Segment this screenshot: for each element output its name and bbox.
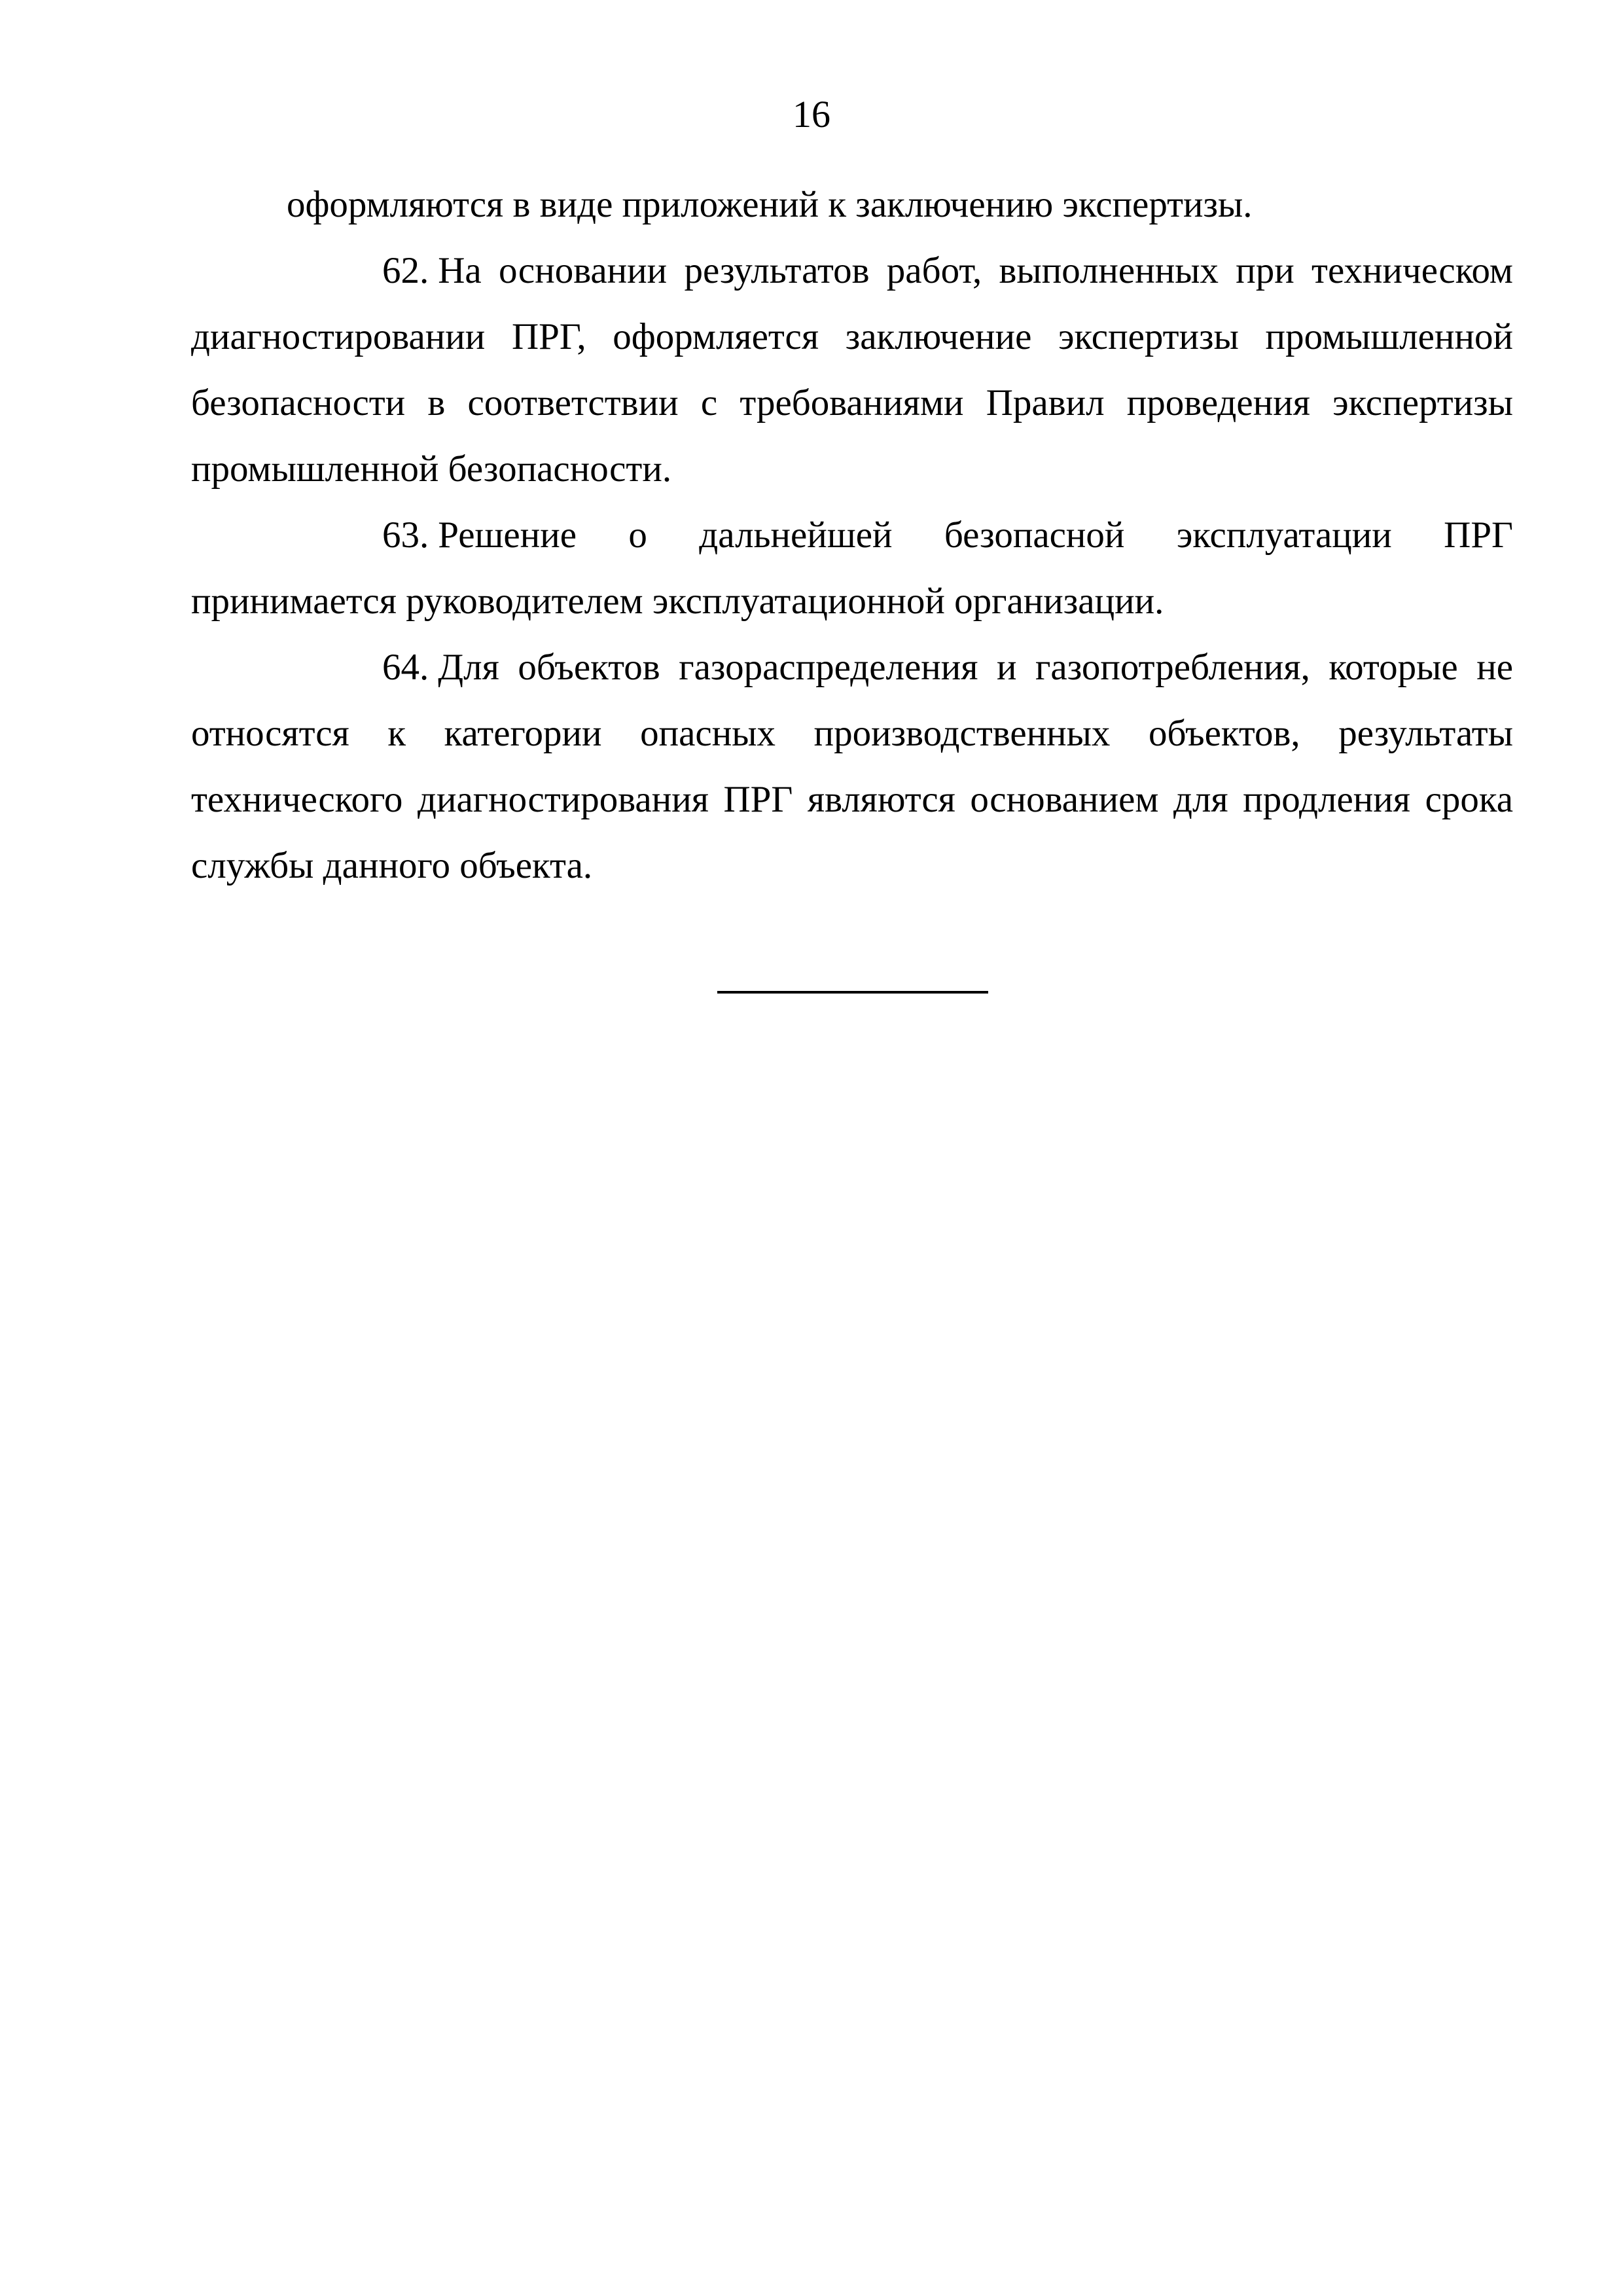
document-body xyxy=(191,171,1513,899)
paragraph-text: На основании результатов работ, выполненных при техническом диагностировании ПРГ, оформляется заключение экспертизы промышленной безопасности в соответствии с требованиями Правил проведения экспертизы промышленной безопасности. xyxy=(191,250,1513,490)
paragraph-text: оформляются в виде приложений к заключению экспертизы. xyxy=(287,184,1253,225)
paragraph-number: 63. xyxy=(382,514,429,556)
paragraph-text: Решение о дальнейшей безопасной эксплуатации ПРГ принимается руководителем эксплуатационной организации. xyxy=(191,514,1513,622)
paragraph-63 xyxy=(191,502,1513,634)
paragraph-number: 62. xyxy=(382,250,429,291)
end-of-document-rule xyxy=(717,991,988,994)
paragraph-62 xyxy=(191,238,1513,502)
paragraph-text: Для объектов газораспределения и газопотребления, которые не относятся к категории опасных производственных объектов, результаты технического диагностирования ПРГ являются основанием для продления срока службы данного объекта. xyxy=(191,647,1513,886)
page-number: 16 xyxy=(793,93,830,135)
paragraph-64 xyxy=(191,634,1513,899)
paragraph-number: 64. xyxy=(382,647,429,688)
paragraph-continuation xyxy=(191,171,1513,238)
